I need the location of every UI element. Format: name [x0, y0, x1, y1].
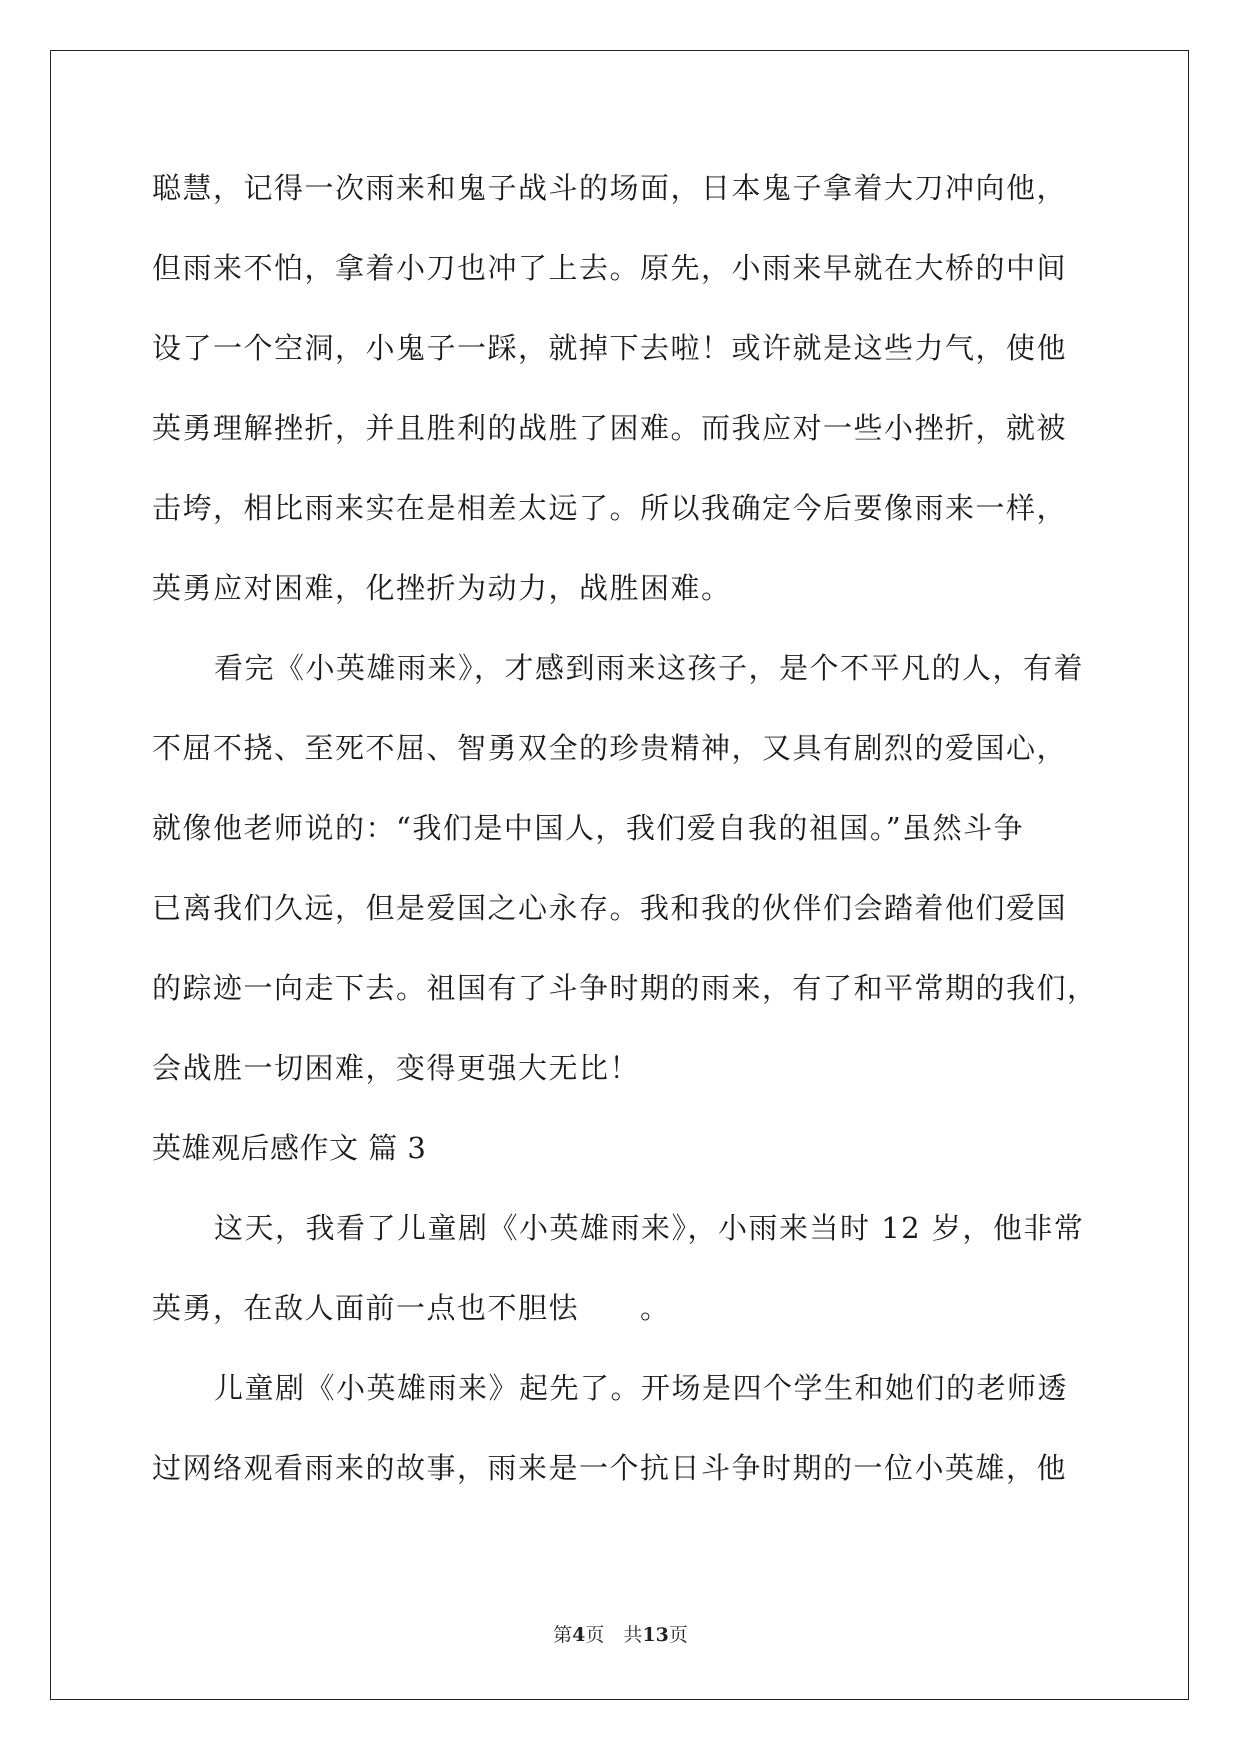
paragraph-start-line: 这天，我看了儿童剧《小英雄雨来》，小雨来当时 12 岁，他非常	[214, 1211, 1085, 1245]
text-line: 的踪迹一向走下去。祖国有了斗争时期的雨来，有了和平常期的我们，	[152, 971, 1098, 1005]
text-line: 设了一个空洞，小鬼子一踩，就掉下去啦！或许就是这些力气，使他	[152, 331, 1068, 365]
document-body	[152, 148, 1098, 1508]
footer-middle: 页 共	[585, 1624, 643, 1646]
text-line: 英勇应对困难，化挫折为动力，战胜困难。	[152, 571, 732, 605]
text-line: 英勇理解挫折，并且胜利的战胜了困难。而我应对一些小挫折，就被	[152, 411, 1068, 445]
section-heading: 英雄观后感作文 篇 3	[152, 1131, 427, 1165]
footer-suffix: 页	[668, 1624, 688, 1646]
text-line: 不屈不挠、至死不屈、智勇双全的珍贵精神，又具有剧烈的爱国心，	[152, 731, 1068, 765]
text-line: 击垮，相比雨来实在是相差太远了。所以我确定今后要像雨来一样，	[152, 491, 1068, 525]
text-line: 就像他老师说的：“我们是中国人，我们爱自我的祖国。”虽然斗争	[152, 811, 1025, 845]
text-line: 已离我们久远，但是爱国之心永存。我和我的伙伴们会踏着他们爱国	[152, 891, 1068, 925]
text-line: 过网络观看雨来的故事，雨来是一个抗日斗争时期的一位小英雄，他	[152, 1451, 1068, 1485]
paragraph-start-line: 看完《小英雄雨来》，才感到雨来这孩子，是个不平凡的人，有着	[214, 651, 1085, 685]
footer-prefix: 第	[553, 1624, 573, 1646]
text-line: 会战胜一切困难，变得更强大无比！	[152, 1051, 641, 1085]
text-line: 英勇，在敌人面前一点也不胆怯 。	[152, 1291, 671, 1325]
text-line: 聪慧，记得一次雨来和鬼子战斗的场面，日本鬼子拿着大刀冲向他，	[152, 171, 1068, 205]
total-page-number: 13	[642, 1624, 669, 1646]
paragraph-start-line: 儿童剧《小英雄雨来》起先了。开场是四个学生和她们的老师透	[214, 1371, 1069, 1405]
current-page-number: 4	[572, 1624, 586, 1646]
page-footer	[0, 1620, 1241, 1647]
text-line: 但雨来不怕，拿着小刀也冲了上去。原先，小雨来早就在大桥的中间	[152, 251, 1068, 285]
